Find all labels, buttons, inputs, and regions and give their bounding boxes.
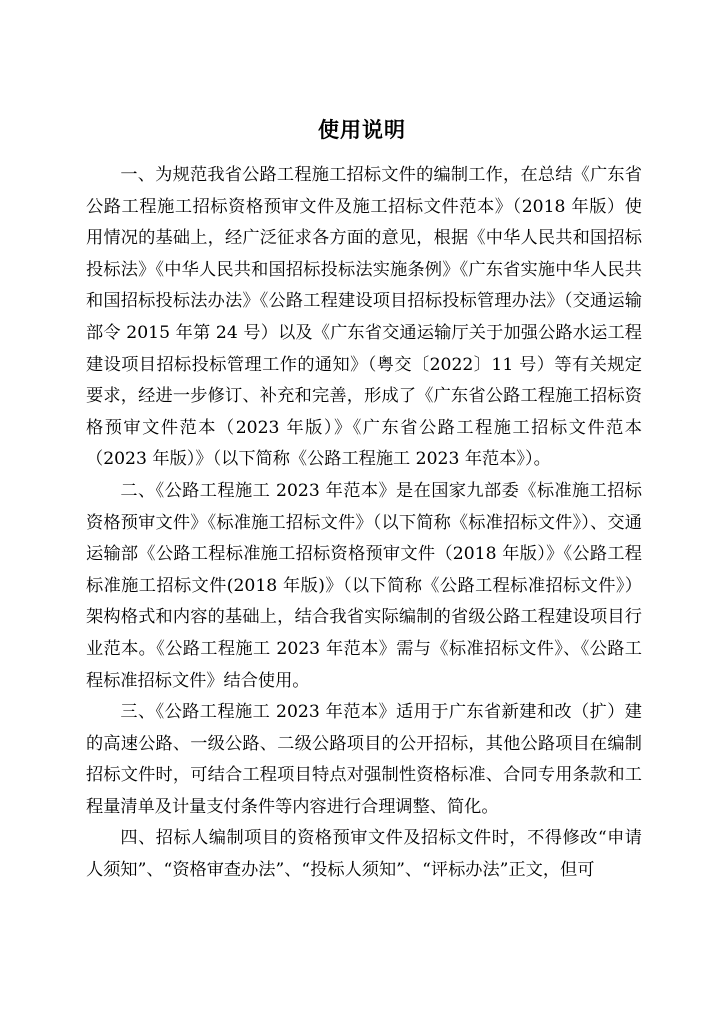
page-title: 使用说明 (318, 118, 406, 142)
paragraph-4: 四、招标人编制项目的资格预审文件及招标文件时，不得修改“申请人须知”、“资格审查办法”、“投标人须知”、“评标办法”正文，但可 (86, 828, 642, 881)
paragraph-3: 三、《公路工程施工 2023 年范本》适用于广东省新建和改（扩）建的高速公路、一级公路、二级公路项目的公开招标，其他公路项目在编制招标文件时，可结合工程项目特点对强制性资格标准、合同专用条款和工程量清单及计量支付条件等内容进行合理调整、简化。 (86, 702, 642, 817)
document-body (86, 160, 642, 887)
paragraph-1: 一、为规范我省公路工程施工招标文件的编制工作，在总结《广东省公路工程施工招标资格预审文件及施工招标文件范本》（2018 年版）使用情况的基础上，经广泛征求各方面的意见，根据《中华人民共和国招标投标法》《中华人民共和国招标投标法实施条例》《广东省实施中华人民共和国招标投标法办法》《公路工程建设项目招标投标管理办法》（交通运输部令 2015 年第 24 号）以及《广东省交通运输厅关于加强公路水运工程建设项目招标投标管理工作的通知》（粤交〔2022〕11 号）等有关规定要求，经进一步修订、补充和完善，形成了《广东省公路工程施工招标资格预审文件范本（2023 年版）》《广东省公路工程施工招标文件范本（2023 年版）》（以下简称《公路工程施工 2023 年范本》）。 (86, 165, 642, 470)
paragraph-2: 二、《公路工程施工 2023 年范本》是在国家九部委《标准施工招标资格预审文件》《标准施工招标文件》（以下简称《标准招标文件》）、交通运输部《公路工程标准施工招标资格预审文件（2018 年版）》《公路工程标准施工招标文件(2018 年版)》（以下简称《公路工程标准招标文件》）架构格式和内容的基础上，结合我省实际编制的省级公路工程建设项目行业范本。《公路工程施工 2023 年范本》需与《标准招标文件》、《公路工程标准招标文件》结合使用。 (86, 480, 642, 691)
